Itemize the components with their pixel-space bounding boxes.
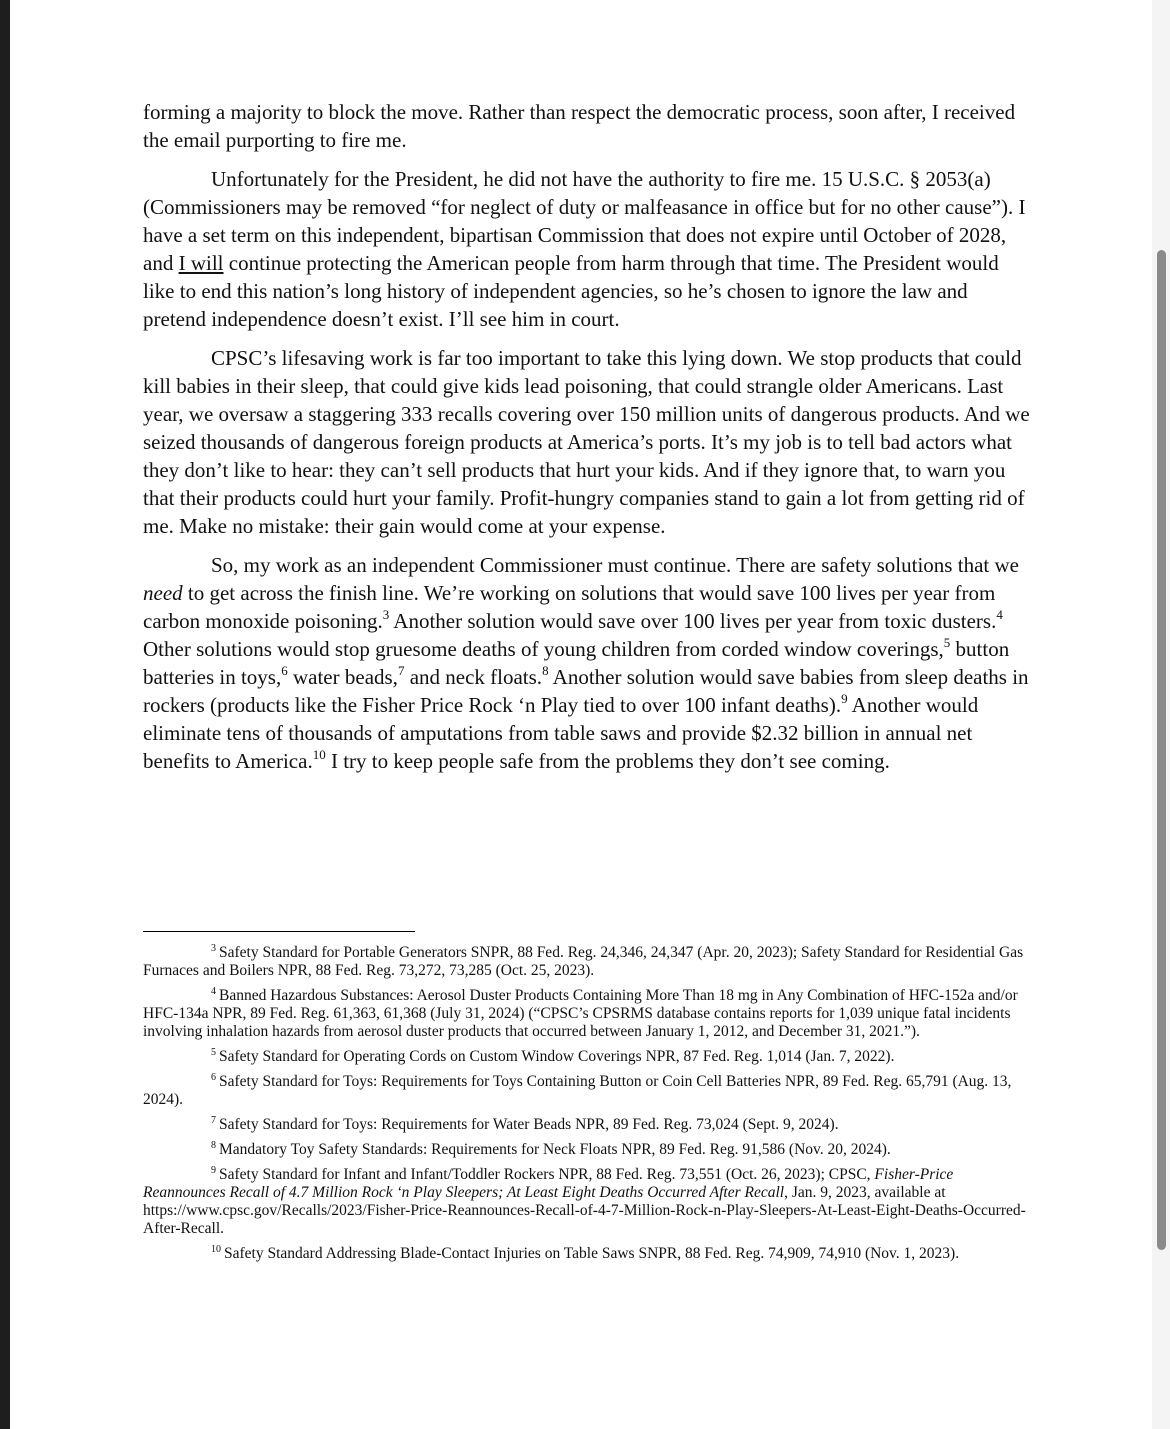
document-body [143, 98, 1033, 786]
footnote-ref-10[interactable]: 10 [312, 747, 326, 762]
footnote-ref-8[interactable]: 8 [542, 663, 549, 678]
footnote-5: $^5$ Safety Standard for Operating Cords on Custom Window Coverings NPR, 87 Fed. Reg. 1,014 (Jan. 7, 2022). [211, 1047, 895, 1065]
paragraph-3: CPSC’s lifesaving work is far too important to take this lying down. We stop products that could kill babies in their sleep, that could give kids lead poisoning, that could strangle older Americans. Last year, we oversaw a staggering 333 recalls covering over 150 million units of dangerous products. And we seized thousands of dangerous foreign products at America’s ports. It’s my job is to tell bad actors what they don’t like to hear: they can’t sell products that hurt your kids. And if they ignore that, to warn you that their products could hurt your family. Profit-hungry companies stand to gain a lot from getting rid of me. Make no mistake: their gain would come at your expense. [143, 346, 1030, 538]
footnote-8: $^8$ Mandatory Toy Safety Standards: Requirements for Neck Floats NPR, 89 Fed. Reg. 91,586 (Nov. 20, 2024). [211, 1140, 891, 1158]
scrollbar-track[interactable] [1152, 0, 1170, 1429]
footnote-separator [143, 931, 415, 932]
footnote-6: $^6$ Safety Standard for Toys: Requirements for Toys Containing Button or Coin Cell Batteries NPR, 89 Fed. Reg. 65,791 (Aug. 13, 2024). [143, 1072, 1012, 1108]
footnote-ref-6[interactable]: 6 [281, 663, 288, 678]
scrollbar-thumb[interactable] [1157, 250, 1166, 1250]
footnote-ref-5[interactable]: 5 [943, 635, 951, 650]
footnote-ref-9[interactable]: 9 [841, 691, 848, 706]
emphasis-need: need [143, 581, 183, 605]
underlined-phrase: I will [178, 251, 224, 275]
footnote-10: $^{10}$ Safety Standard Addressing Blade-Contact Injuries on Table Saws SNPR, 88 Fed. Reg. 74,909, 74,910 (Nov. 1, 2023). [211, 1244, 960, 1262]
footnote-3: $^3$ Safety Standard for Portable Generators SNPR, 88 Fed. Reg. 24,346, 24,347 (Apr. 20, 2023); Safety Standard for Residential Gas Furnaces and Boilers NPR, 88 Fed. Reg. 73,272, 73,285 (Oct. 25, 2023). [143, 943, 1024, 979]
footnote-4: $^4$ Banned Hazardous Substances: Aerosol Duster Products Containing More Than 18 mg in Any Combination of HFC-152a and/or HFC-134a NPR, 89 Fed. Reg. 61,363, 61,368 (July 31, 2024) (“CPSC’s CPSRMS database contains reports for 1,039 unique fatal incidents involving inhalation hazards from aerosol duster products that occurred between January 1, 2012, and December 31, 2021.”). [143, 986, 1018, 1040]
footnote-ref-4[interactable]: 4 [996, 607, 1003, 622]
paragraph-2: Unfortunately for the President, he did not have the authority to fire me. 15 U.S.C. § 2053(a) (Commissioners may be removed “for neglect of duty or malfeasance in office but for no other cause”). I have a set term on this independent, bipartisan Commission that does not expire until October of 2028, and I will continue protecting the American people from harm through that time. The President would like to end this nation’s long history of independent agencies, so he’s chosen to ignore the law and pretend independence doesn’t exist. I’ll see him in court. [143, 167, 1026, 331]
footnote-ref-7[interactable]: 7 [397, 663, 405, 678]
paragraph-1: forming a majority to block the move. Rather than respect the democratic process, soon after, I received the email purporting to fire me. [143, 100, 1016, 152]
article-title: Fisher-Price Reannounces Recall of 4.7 Million Rock ‘n Play Sleepers; At Least Eight Deaths Occurred After Recall [143, 1166, 954, 1201]
footnote-9: $^9$ Safety Standard for Infant and Infant/Toddler Rockers NPR, 88 Fed. Reg. 73,551 (Oct. 26, 2023); CPSC, Fisher-Price Reannounces Recall of 4.7 Million Rock ‘n Play Sleepers; At Least Eight Deaths Occurred After Recall, Jan. 9, 2023, available at https://www.cpsc.gov/Recalls/2023/Fisher-Price-Reannounces-Recall-of-4-7-Million-Rock-n-Play-Sleepers-At-Least-Eight-Deaths-Occurred-After-Recall. [143, 1165, 1026, 1237]
footnote-7: $^7$ Safety Standard for Toys: Requirements for Water Beads NPR, 89 Fed. Reg. 73,024 (Sept. 9, 2024). [211, 1115, 839, 1133]
paragraph-4: So, my work as an independent Commissioner must continue. There are safety solutions that we need to get across the finish line. We’re working on solutions that would save 100 lives per year from carbon monoxide poisoning.$^3$ Another solution would save over 100 lives per year from toxic dusters.$^4$ Other solutions would stop gruesome deaths of young children from corded window coverings,$^5$ button batteries in toys,$^6$ water beads,$^7$ and neck floats.$^8$ Another solution would save babies from sleep deaths in rockers (products like the Fisher Price Rock ‘n Play tied to over 100 infant deaths).$^9$ Another would eliminate tens of thousands of amputations from table saws and provide $2.32 billion in annual net benefits to America.$^{10}$ I try to keep people safe from the problems they don’t see coming. [143, 553, 1029, 773]
footnote-ref-3[interactable]: 3 [382, 607, 390, 622]
footnotes [143, 944, 1033, 1270]
